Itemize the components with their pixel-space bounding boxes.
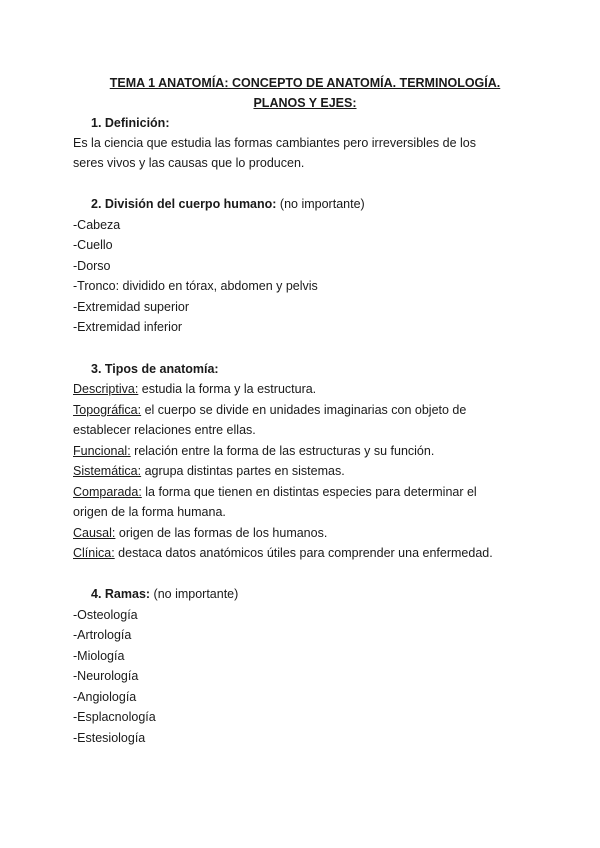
list-item: -Extremidad inferior (73, 320, 183, 334)
definition-text-line-2: seres vivos y las causas que lo producen. (73, 156, 305, 170)
list-item: -Estesiología (73, 731, 146, 745)
list-item: -Angiología (73, 690, 137, 704)
list-item: -Miología (73, 649, 125, 663)
list-item: -Dorso (73, 259, 111, 273)
anatomy-type-comparada: Comparada: la forma que tienen en distintas especies para determinar el (73, 485, 477, 499)
list-item: -Extremidad superior (73, 300, 190, 314)
anatomy-type-funcional: Funcional: relación entre la forma de las estructuras y su función. (73, 444, 435, 458)
section-4-heading: 4. Ramas: (no importante) (91, 587, 239, 601)
page-title (60, 73, 550, 113)
anatomy-type-topografica: Topográfica: el cuerpo se divide en unidades imaginarias con objeto de (73, 403, 467, 417)
list-item: -Osteología (73, 608, 138, 622)
list-item: -Esplacnología (73, 710, 156, 724)
title-line-2: PLANOS Y EJES: (253, 96, 357, 110)
anatomy-type-sistematica: Sistemática: agrupa distintas partes en sistemas. (73, 464, 345, 478)
anatomy-type-descriptiva: Descriptiva: estudia la forma y la estructura. (73, 382, 317, 396)
list-item: -Tronco: dividido en tórax, abdomen y pelvis (73, 279, 318, 293)
section-3-heading: 3. Tipos de anatomía: (91, 362, 219, 376)
anatomy-type-causal: Causal: origen de las formas de los humanos. (73, 526, 328, 540)
anatomy-type-clinica: Clínica: destaca datos anatómicos útiles para comprender una enfermedad. (73, 546, 493, 560)
anatomy-type-comparada-cont: origen de la forma humana. (73, 505, 226, 519)
definition-text-line-1: Es la ciencia que estudia las formas cambiantes pero irreversibles de los (73, 136, 476, 150)
section-1-heading: 1. Definición: (91, 116, 170, 130)
list-item: -Cabeza (73, 218, 121, 232)
list-item: -Cuello (73, 238, 113, 252)
title-line-1: TEMA 1 ANATOMÍA: CONCEPTO DE ANATOMÍA. TERMINOLOGÍA. (109, 76, 501, 90)
list-item: -Neurología (73, 669, 139, 683)
section-2-heading: 2. División del cuerpo humano: (no importante) (91, 197, 365, 211)
anatomy-type-topografica-cont: establecer relaciones entre ellas. (73, 423, 256, 437)
list-item: -Artrología (73, 628, 132, 642)
